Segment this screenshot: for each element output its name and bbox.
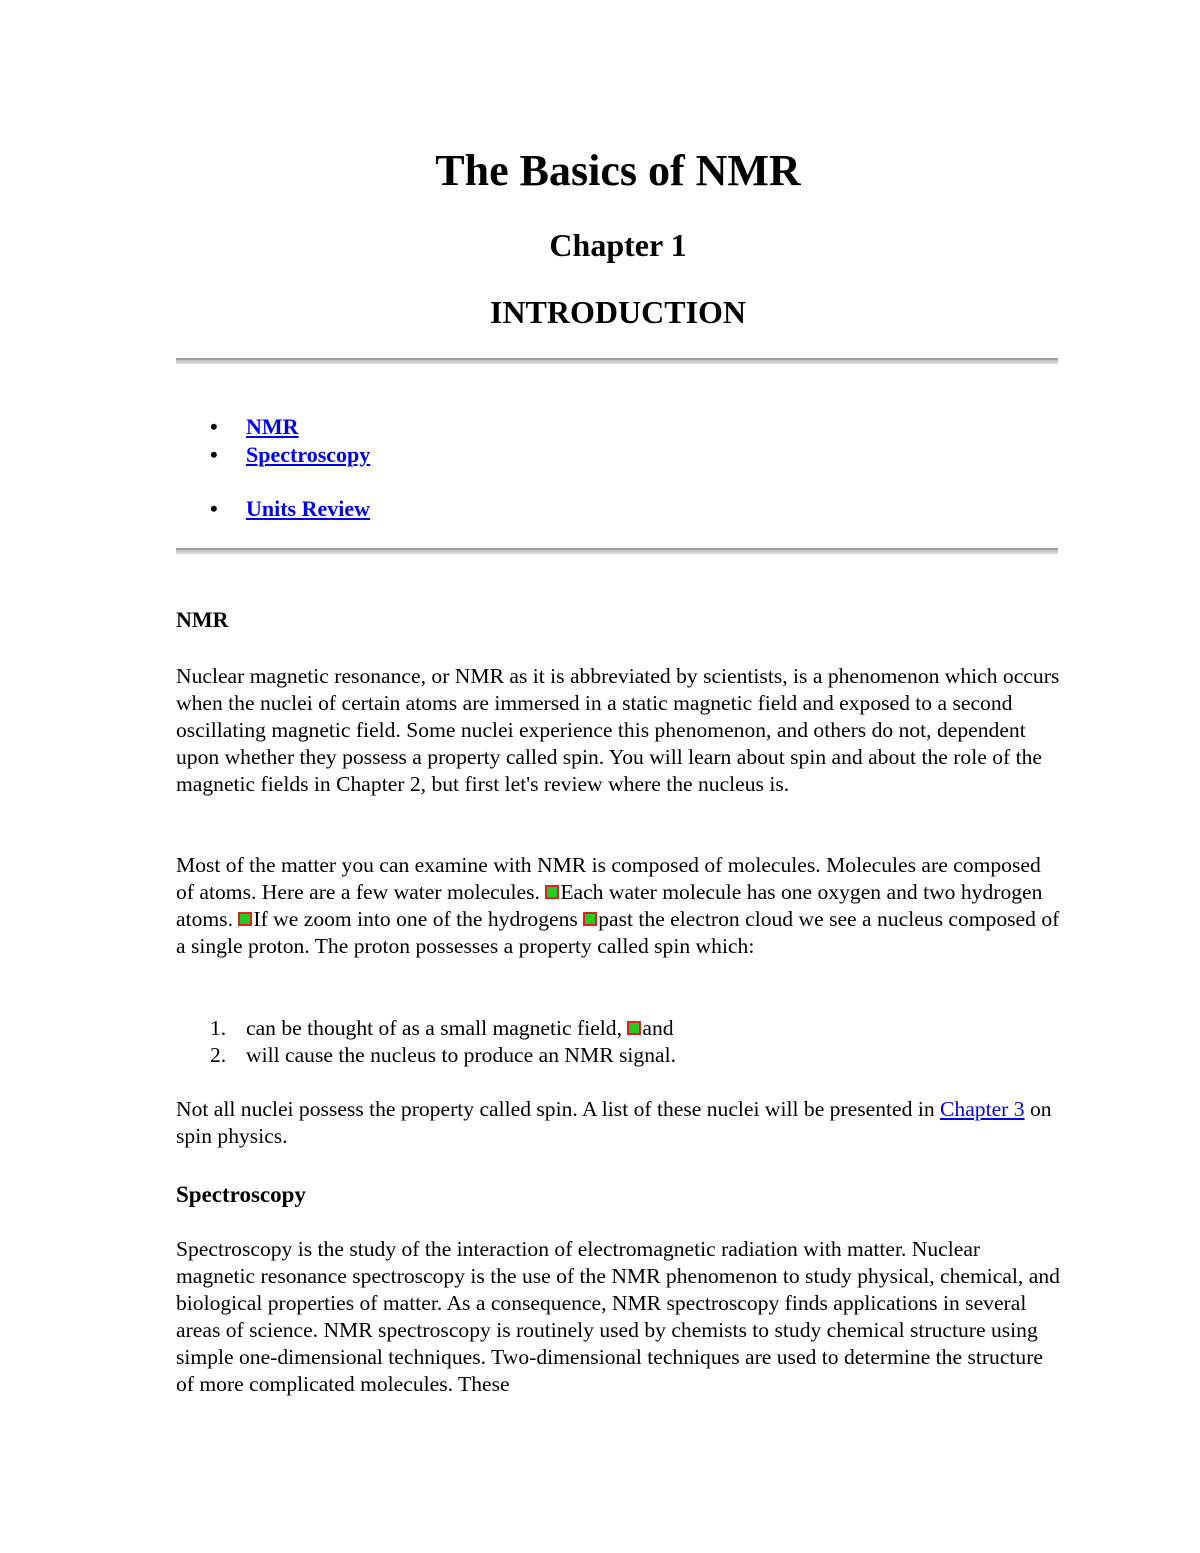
table-of-contents bbox=[176, 413, 876, 469]
chapter-3-link[interactable]: Chapter 3 bbox=[940, 1097, 1025, 1121]
nmr-p3-text-a: Not all nuclei possess the property called spin. A list of these nuclei will be presented in bbox=[176, 1097, 941, 1121]
list-item bbox=[176, 1015, 1060, 1042]
list-item-text-end: and bbox=[642, 1016, 674, 1040]
bullet-icon: • bbox=[210, 496, 218, 521]
nmr-heading: NMR bbox=[176, 607, 229, 632]
spectroscopy-paragraph-1: Spectroscopy is the study of the interaction of electromagnetic radiation with matter. Nuclear magnetic resonance spectroscopy is the use of the NMR phenomenon to study physical, chemical, and biological properties of matter. As a consequence, NMR spectroscopy finds applications in several areas of science. NMR spectroscopy is routinely used by chemists to study chemical structure using simple one-dimensional techniques. Two-dimensional techniques are used to determine the structure of more complicated molecules. These bbox=[176, 1237, 1060, 1396]
toc-item-units-review bbox=[176, 495, 876, 523]
spin-properties-list bbox=[176, 1015, 1060, 1069]
list-number: 2. bbox=[210, 1043, 227, 1067]
chapter-heading: Chapter 1 bbox=[549, 227, 687, 263]
list-item-text: will cause the nucleus to produce an NMR signal. bbox=[246, 1043, 676, 1067]
spectroscopy-heading: Spectroscopy bbox=[176, 1182, 306, 1207]
nmr-p3-text-b: on spin physics. bbox=[176, 1097, 1052, 1148]
toc-item-nmr bbox=[176, 413, 876, 441]
image-link-icon[interactable] bbox=[627, 1021, 641, 1035]
toc-link-spectroscopy[interactable]: Spectroscopy bbox=[246, 442, 371, 467]
image-link-icon[interactable] bbox=[238, 912, 252, 926]
page-title: The Basics of NMR bbox=[435, 146, 801, 195]
toc-link-units-review[interactable]: Units Review bbox=[246, 496, 371, 521]
list-item bbox=[176, 1042, 1060, 1069]
nmr-p2-text-a: Most of the matter you can examine with NMR is composed of molecules. Molecules are composed of atoms. Here are a few water molecules. bbox=[176, 853, 1041, 904]
image-link-icon[interactable] bbox=[583, 912, 597, 926]
nmr-p2-text-b: Each water molecule has one oxygen and two hydrogen atoms. bbox=[176, 880, 1043, 931]
toc-link-nmr[interactable]: NMR bbox=[246, 414, 299, 439]
bullet-icon: • bbox=[210, 414, 218, 439]
bullet-icon: • bbox=[210, 442, 218, 467]
toc-item-spectroscopy bbox=[176, 441, 876, 469]
nmr-paragraph-1: Nuclear magnetic resonance, or NMR as it is abbreviated by scientists, is a phenomenon which occurs when the nuclei of certain atoms are immersed in a static magnetic field and exposed to a second oscillating magnetic field. Some nuclei experience this phenomenon, and others do not, dependent upon whether they possess a property called spin. You will learn about spin and about the role of the magnetic fields in Chapter 2, but first let's review where the nucleus is. bbox=[176, 664, 1060, 796]
horizontal-rule-top bbox=[176, 358, 1058, 364]
table-of-contents-secondary bbox=[176, 495, 876, 523]
list-item-text: can be thought of as a small magnetic field, bbox=[246, 1016, 628, 1040]
nmr-paragraph-2 bbox=[176, 852, 1060, 960]
nmr-paragraph-3 bbox=[176, 1096, 1060, 1150]
nmr-p2-text-d: past the electron cloud we see a nucleus composed of a single proton. The proton possesses a property called spin which: bbox=[176, 907, 1060, 958]
image-link-icon[interactable] bbox=[545, 885, 559, 899]
section-title: INTRODUCTION bbox=[489, 294, 747, 330]
nmr-p2-text-c: If we zoom into one of the hydrogens bbox=[253, 907, 584, 931]
horizontal-rule-bottom bbox=[176, 548, 1058, 554]
list-number: 1. bbox=[210, 1016, 227, 1040]
